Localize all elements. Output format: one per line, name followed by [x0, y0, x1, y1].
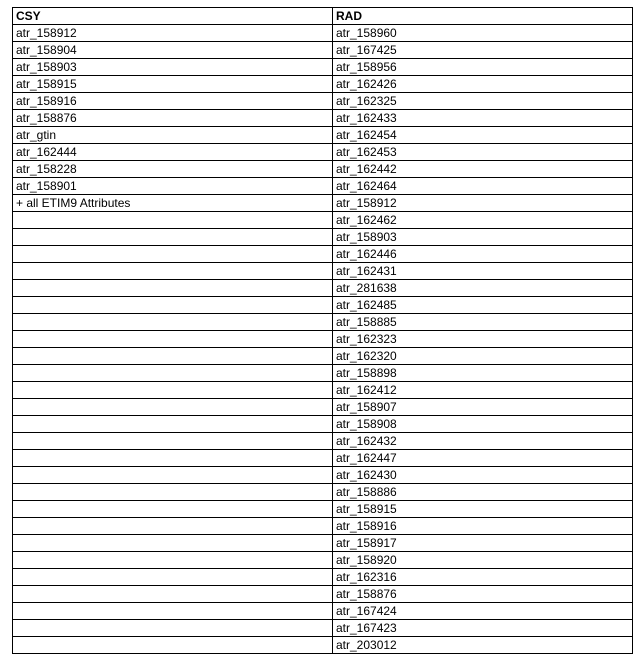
table-row	[13, 484, 633, 501]
csy-cell[interactable]: atr_gtin	[13, 127, 333, 144]
table-row	[13, 348, 633, 365]
table-row	[13, 178, 633, 195]
table-row	[13, 144, 633, 161]
rad-cell[interactable]: atr_158885	[333, 314, 633, 331]
rad-cell[interactable]: atr_162430	[333, 467, 633, 484]
csy-cell[interactable]	[13, 382, 333, 399]
table-row	[13, 552, 633, 569]
table-row	[13, 399, 633, 416]
table-row	[13, 297, 633, 314]
csy-cell[interactable]: atr_158912	[13, 25, 333, 42]
rad-cell[interactable]: atr_167425	[333, 42, 633, 59]
table-row	[13, 416, 633, 433]
table-row	[13, 229, 633, 246]
table-row	[13, 569, 633, 586]
table-row	[13, 365, 633, 382]
table-row	[13, 280, 633, 297]
rad-cell[interactable]: atr_158915	[333, 501, 633, 518]
csy-cell[interactable]	[13, 399, 333, 416]
rad-cell[interactable]: atr_162454	[333, 127, 633, 144]
column-header-rad[interactable]: RAD	[333, 8, 633, 25]
table-row	[13, 93, 633, 110]
rad-cell[interactable]: atr_158907	[333, 399, 633, 416]
csy-cell[interactable]	[13, 484, 333, 501]
table-row	[13, 586, 633, 603]
table-row	[13, 620, 633, 637]
table-row	[13, 110, 633, 127]
rad-cell[interactable]: atr_158920	[333, 552, 633, 569]
rad-cell[interactable]: atr_162453	[333, 144, 633, 161]
rad-cell[interactable]: atr_158917	[333, 535, 633, 552]
csy-cell[interactable]	[13, 212, 333, 229]
csy-cell[interactable]	[13, 552, 333, 569]
csy-cell[interactable]	[13, 263, 333, 280]
rad-cell[interactable]: atr_162412	[333, 382, 633, 399]
csy-cell[interactable]	[13, 229, 333, 246]
table-row	[13, 161, 633, 178]
csy-cell[interactable]	[13, 637, 333, 654]
table-row	[13, 535, 633, 552]
table-row	[13, 127, 633, 144]
table-row	[13, 637, 633, 654]
csy-cell[interactable]	[13, 331, 333, 348]
rad-cell[interactable]: atr_162464	[333, 178, 633, 195]
table-body	[13, 25, 633, 654]
table-row	[13, 331, 633, 348]
rad-cell[interactable]: atr_281638	[333, 280, 633, 297]
table-row	[13, 25, 633, 42]
table-row	[13, 195, 633, 212]
rad-cell[interactable]: atr_162462	[333, 212, 633, 229]
rad-cell[interactable]: atr_162485	[333, 297, 633, 314]
csy-cell[interactable]	[13, 314, 333, 331]
csy-cell[interactable]: atr_158876	[13, 110, 333, 127]
csy-cell[interactable]	[13, 586, 333, 603]
csy-cell[interactable]: atr_158904	[13, 42, 333, 59]
table-row	[13, 246, 633, 263]
rad-cell[interactable]: atr_162432	[333, 433, 633, 450]
csy-cell[interactable]	[13, 603, 333, 620]
csy-cell[interactable]: atr_158903	[13, 59, 333, 76]
table-row	[13, 433, 633, 450]
table-row	[13, 314, 633, 331]
table-row	[13, 382, 633, 399]
csy-cell[interactable]	[13, 467, 333, 484]
rad-cell[interactable]: atr_158908	[333, 416, 633, 433]
csy-cell[interactable]	[13, 433, 333, 450]
table-row	[13, 76, 633, 93]
csy-cell[interactable]: atr_162444	[13, 144, 333, 161]
rad-cell[interactable]: atr_162325	[333, 93, 633, 110]
csy-cell[interactable]	[13, 365, 333, 382]
rad-cell[interactable]: atr_158876	[333, 586, 633, 603]
attribute-table	[12, 7, 633, 654]
rad-cell[interactable]: atr_162442	[333, 161, 633, 178]
rad-cell[interactable]: atr_167423	[333, 620, 633, 637]
table-row	[13, 518, 633, 535]
csy-cell[interactable]	[13, 297, 333, 314]
csy-cell[interactable]	[13, 450, 333, 467]
rad-cell[interactable]: atr_158912	[333, 195, 633, 212]
csy-cell[interactable]	[13, 348, 333, 365]
csy-cell[interactable]	[13, 246, 333, 263]
rad-cell[interactable]: atr_162316	[333, 569, 633, 586]
csy-cell[interactable]	[13, 518, 333, 535]
csy-cell[interactable]: + all ETIM9 Attributes	[13, 195, 333, 212]
header-row	[13, 8, 633, 25]
csy-cell[interactable]	[13, 416, 333, 433]
csy-cell[interactable]: atr_158915	[13, 76, 333, 93]
table-row	[13, 501, 633, 518]
csy-cell[interactable]	[13, 620, 333, 637]
rad-cell[interactable]: atr_158956	[333, 59, 633, 76]
rad-cell[interactable]: atr_162320	[333, 348, 633, 365]
csy-cell[interactable]	[13, 280, 333, 297]
csy-cell[interactable]	[13, 501, 333, 518]
rad-cell[interactable]: atr_162323	[333, 331, 633, 348]
table-row	[13, 263, 633, 280]
csy-cell[interactable]: atr_158916	[13, 93, 333, 110]
rad-cell[interactable]: atr_162446	[333, 246, 633, 263]
table-row	[13, 212, 633, 229]
rad-cell[interactable]: atr_203012	[333, 637, 633, 654]
table-row	[13, 603, 633, 620]
rad-cell[interactable]: atr_162447	[333, 450, 633, 467]
column-header-csy[interactable]: CSY	[13, 8, 333, 25]
table-row	[13, 450, 633, 467]
csy-cell[interactable]	[13, 569, 333, 586]
rad-cell[interactable]: atr_167424	[333, 603, 633, 620]
csy-cell[interactable]: atr_158901	[13, 178, 333, 195]
table-row	[13, 42, 633, 59]
rad-cell[interactable]: atr_158903	[333, 229, 633, 246]
rad-cell[interactable]: atr_162433	[333, 110, 633, 127]
csy-cell[interactable]: atr_158228	[13, 161, 333, 178]
csy-cell[interactable]	[13, 535, 333, 552]
table-row	[13, 467, 633, 484]
spreadsheet	[12, 7, 632, 654]
rad-cell[interactable]: atr_158916	[333, 518, 633, 535]
table-row	[13, 59, 633, 76]
rad-cell[interactable]: atr_158886	[333, 484, 633, 501]
rad-cell[interactable]: atr_162431	[333, 263, 633, 280]
rad-cell[interactable]: atr_158960	[333, 25, 633, 42]
rad-cell[interactable]: atr_162426	[333, 76, 633, 93]
rad-cell[interactable]: atr_158898	[333, 365, 633, 382]
